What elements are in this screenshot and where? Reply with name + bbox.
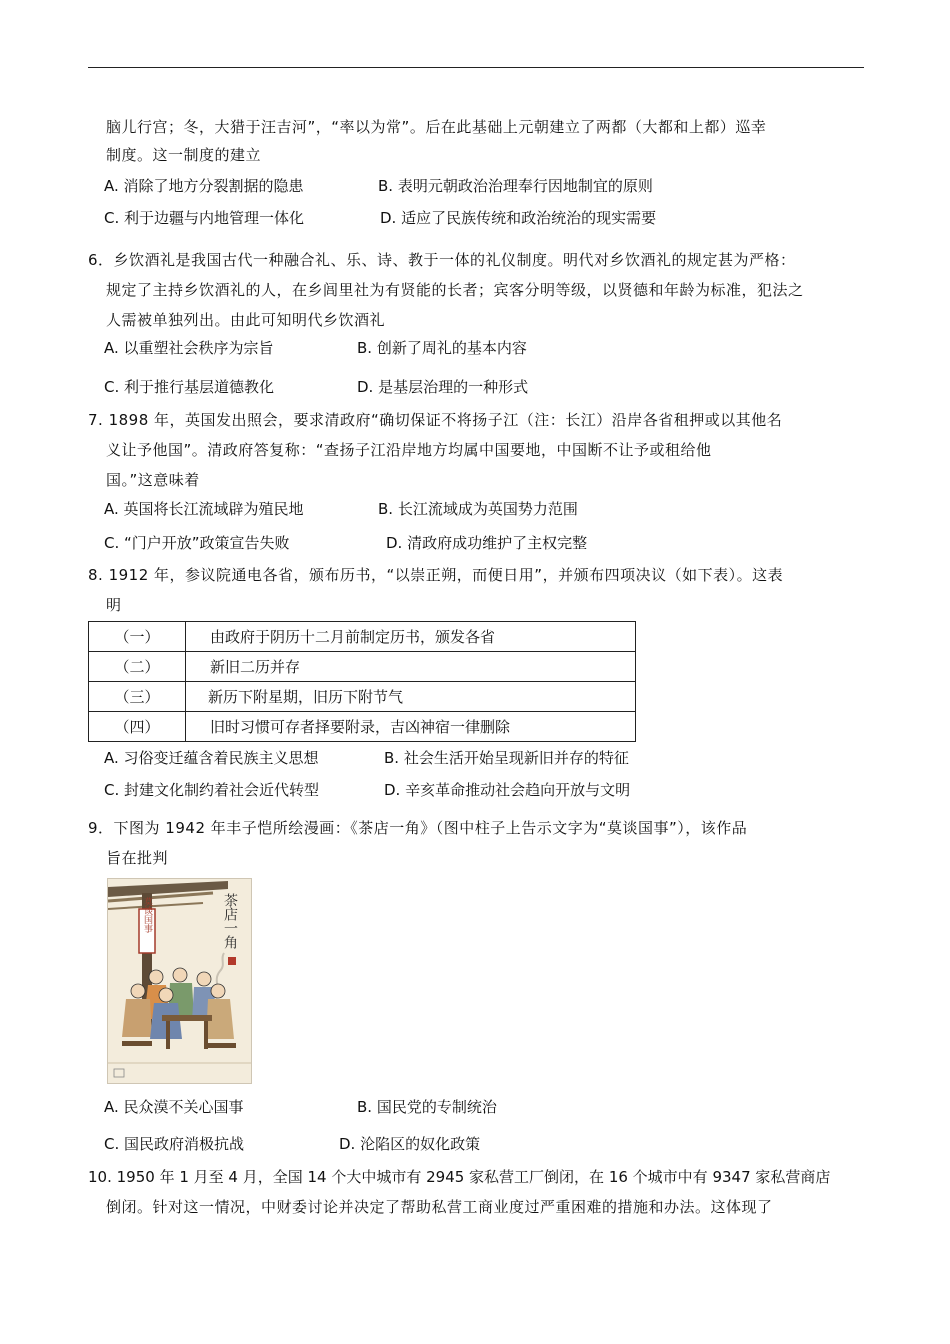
q10-stem-line2: 倒闭。针对这一情况，中财委讨论并决定了帮助私营工商业度过严重困难的措施和办法。这体现了 xyxy=(106,1198,773,1216)
row-number: （三） xyxy=(89,682,186,712)
q7-stem-line2: 义让予他国”。清政府答复称：“查扬子江沿岸地方均属中国要地，中国断不让予或租给他 xyxy=(106,441,712,459)
q9-option-c: C. 国民政府消极抗战 xyxy=(104,1135,245,1153)
row-text: 新历下附星期，旧历下附节气 xyxy=(186,682,636,712)
q5-stem-line2: 制度。这一制度的建立 xyxy=(106,146,262,164)
q5-option-b: B. 表明元朝政治治理奉行因地制宜的原则 xyxy=(378,177,653,195)
q8-option-b: B. 社会生活开始呈现新旧并存的特征 xyxy=(384,749,629,767)
q8-stem-line1: 8. 1912 年，参议院通电各省，颁布历书，“以崇正朔，而便日用”，并颁布四项决议（如下表）。这表 xyxy=(88,566,784,584)
q6-option-c: C. 利于推行基层道德教化 xyxy=(104,378,275,396)
q10-stem-line1: 10. 1950 年 1 月至 4 月，全国 14 个大中城市有 2945 家私营工厂倒闭，在 16 个城市中有 9347 家私营商店 xyxy=(88,1168,831,1186)
cartoon-title: 茶店一角 xyxy=(222,893,238,949)
q9-option-d: D. 沦陷区的奴化政策 xyxy=(339,1135,481,1153)
row-text: 由政府于阴历十二月前制定历书，颁发各省 xyxy=(186,622,636,652)
row-text: 旧时习惯可存者择要附录，吉凶神宿一律删除 xyxy=(186,712,636,742)
q8-stem-line2: 明 xyxy=(106,596,122,614)
q7-option-c: C. “门户开放”政策宣告失败 xyxy=(104,534,290,552)
resolutions-table xyxy=(88,621,636,742)
q6-stem-line3: 人需被单独列出。由此可知明代乡饮酒礼 xyxy=(106,311,386,329)
table-row xyxy=(89,622,636,652)
row-number: （一） xyxy=(89,622,186,652)
q6-option-d: D. 是基层治理的一种形式 xyxy=(357,378,529,396)
q7-stem-line3: 国。”这意味着 xyxy=(106,471,200,489)
pillar-notice-text: 莫谈国事 xyxy=(142,897,152,933)
q7-option-a: A. 英国将长江流域辟为殖民地 xyxy=(104,500,304,518)
q7-option-d: D. 清政府成功维护了主权完整 xyxy=(386,534,588,552)
row-number: （四） xyxy=(89,712,186,742)
header-rule xyxy=(88,67,864,68)
q5-option-c: C. 利于边疆与内地管理一体化 xyxy=(104,209,305,227)
row-number: （二） xyxy=(89,652,186,682)
q7-stem-line1: 7. 1898 年，英国发出照会，要求清政府“确切保证不将扬子江（注：长江）沿岸各省租押或以其他名 xyxy=(88,411,783,429)
q9-option-b: B. 国民党的专制统治 xyxy=(357,1098,497,1116)
table-row xyxy=(89,712,636,742)
q5-stem-line1: 脑儿行宫；冬，大猎于汪吉河”，“率以为常”。后在此基础上元朝建立了两都（大都和上都）巡幸 xyxy=(106,118,767,136)
q6-option-a: A. 以重塑社会秩序为宗旨 xyxy=(104,339,274,357)
q9-stem-line2: 旨在批判 xyxy=(106,849,169,867)
q8-option-a: A. 习俗变迁蕴含着民族主义思想 xyxy=(104,749,319,767)
q8-option-d: D. 辛亥革命推动社会趋向开放与文明 xyxy=(384,781,631,799)
q8-option-c: C. 封建文化制约着社会近代转型 xyxy=(104,781,320,799)
q5-option-d: D. 适应了民族传统和政治统治的现实需要 xyxy=(380,209,657,227)
q9-option-a: A. 民众漠不关心国事 xyxy=(104,1098,244,1116)
q6-stem-line2: 规定了主持乡饮酒礼的人，在乡闾里社为有贤能的长者；宾客分明等级，以贤德和年龄为标准，犯法之 xyxy=(106,281,804,299)
table-row xyxy=(89,652,636,682)
teahouse-cartoon-image xyxy=(107,878,252,1084)
q6-stem-line1: 6．乡饮酒礼是我国古代一种融合礼、乐、诗、教于一体的礼仪制度。明代对乡饮酒礼的规定甚为严格： xyxy=(88,251,796,269)
q7-option-b: B. 长江流域成为英国势力范围 xyxy=(378,500,578,518)
row-text: 新旧二历并存 xyxy=(186,652,636,682)
table-row xyxy=(89,682,636,712)
q9-stem-line1: 9．下图为 1942 年丰子恺所绘漫画：《茶店一角》（图中柱子上告示文字为“莫谈国事”），该作品 xyxy=(88,819,748,837)
q6-option-b: B. 创新了周礼的基本内容 xyxy=(357,339,527,357)
q5-option-a: A. 消除了地方分裂割据的隐患 xyxy=(104,177,304,195)
